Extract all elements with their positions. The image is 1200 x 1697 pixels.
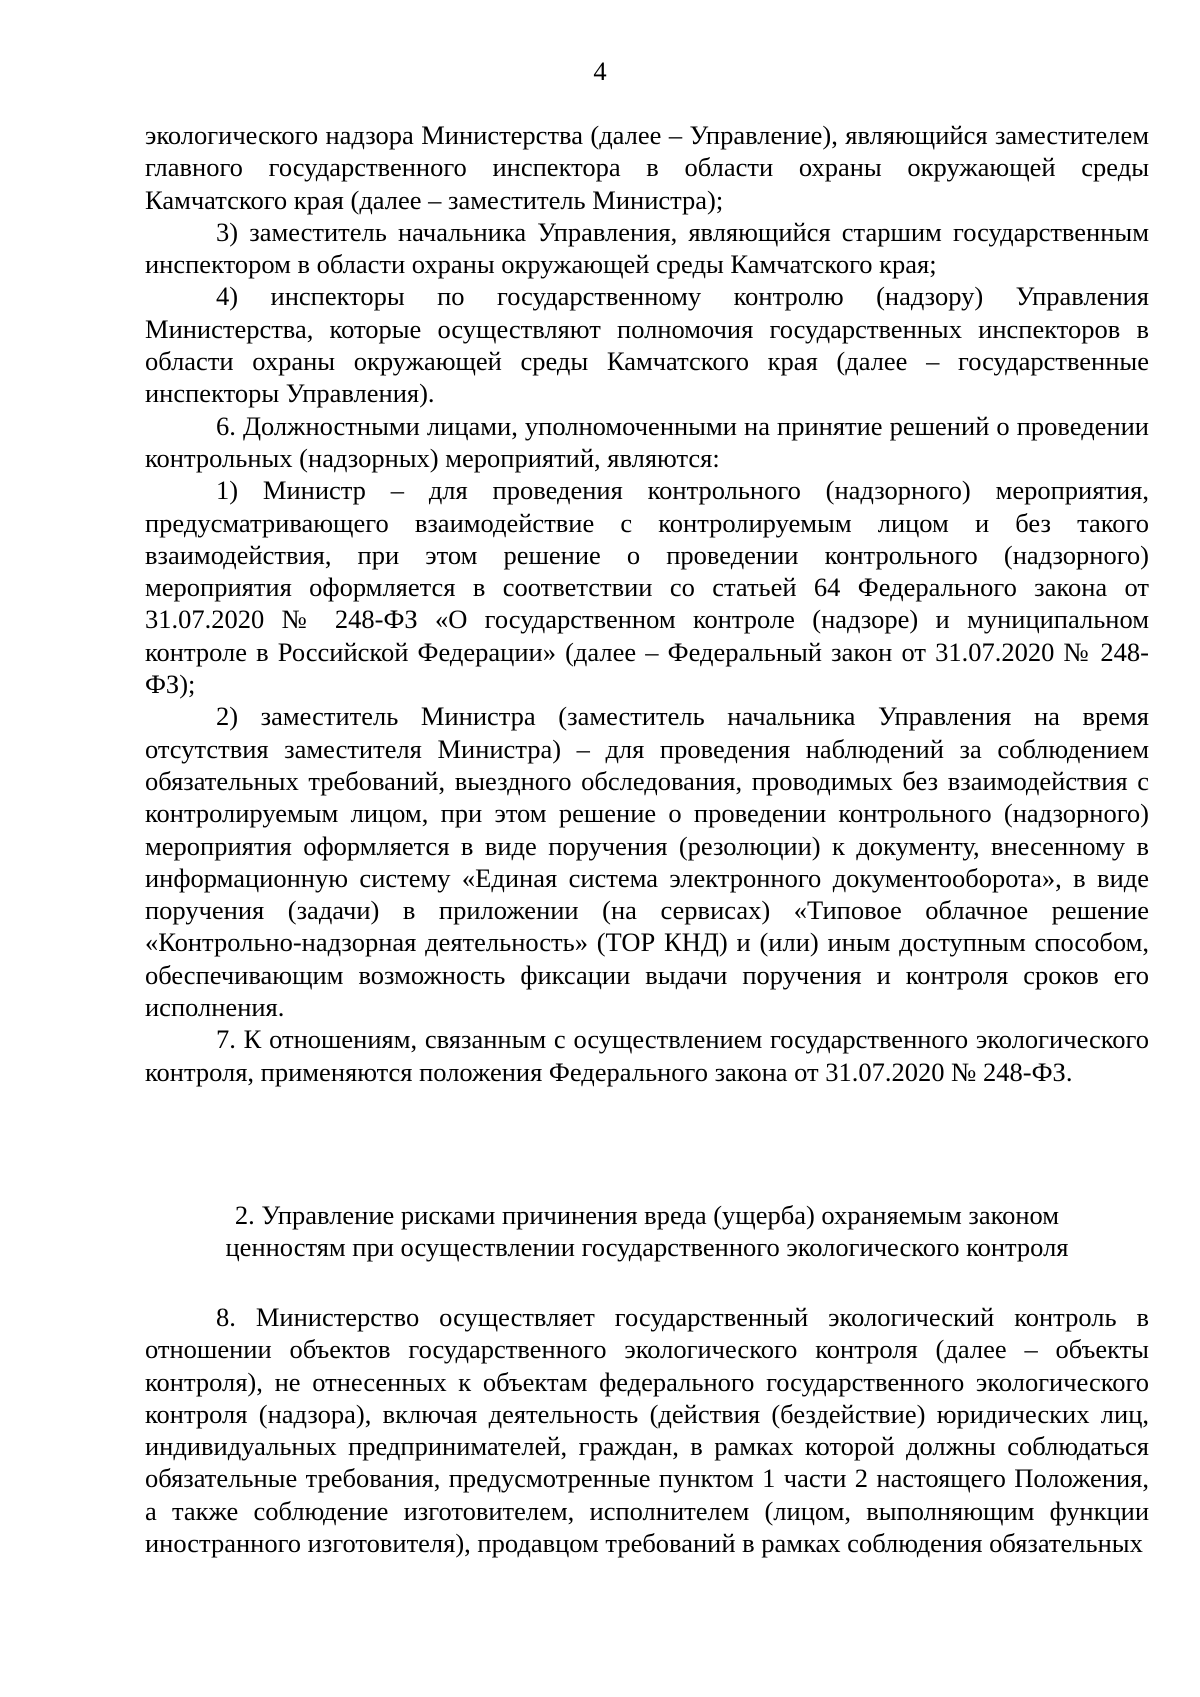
paragraph-item-4: 4) инспекторы по государственному контролю (надзору) Управления Министерства, которые осуществляют полномочия государственных инспекторов в области охраны окружающей среды Камчатского края (далее – государственные инспекторы Управления).	[145, 281, 1149, 409]
page-number: 4	[593, 56, 607, 86]
paragraph-8: 8. Министерство осуществляет государственный экологический контроль в отношении объектов государственного экологического контроля (далее – объекты контроля), не отнесенных к объектам федерального государственного экологического контроля (надзора), включая деятельность (действия (бездействие) юридических лиц, индивидуальных предпринимателей, граждан, в рамках которой должны соблюдаться обязательные требования, предусмотренные пунктом 1 части 2 настоящего Положения, а также соблюдение изготовителем, исполнителем (лицом, выполняющим функции иностранного изготовителя), продавцом требований в рамках соблюдения обязательных	[145, 1302, 1149, 1559]
section-heading-line-2: ценностям при осуществлении государственного экологического контроля	[225, 1232, 1069, 1263]
section-heading-line-1: 2. Управление рисками причинения вреда (ущерба) охраняемым законом	[234, 1200, 1060, 1230]
section-heading	[145, 1199, 1149, 1264]
paragraph-6: 6. Должностными лицами, уполномоченными на принятие решений о проведении контрольных (надзорных) мероприятий, являются:	[145, 410, 1149, 473]
paragraph-item-3: 3) заместитель начальника Управления, являющийся старшим государственным инспектором в области охраны окружающей среды Камчатского края;	[145, 216, 1149, 280]
document-body-section-2	[145, 1301, 1149, 1559]
paragraph-continuation: экологического надзора Министерства (далее – Управление), являющийся заместителем главного государственного инспектора в области охраны окружающей среды Камчатского края (далее – заместитель Министра);	[145, 120, 1149, 215]
paragraph-6-item-1: 1) Министр – для проведения контрольного (надзорного) мероприятия, предусматривающего взаимодействие с контролируемым лицом и без такого взаимодействия, при этом решение о проведении контрольного (надзорного) мероприятия оформляется в соответствии со статьей 64 Федерального закона от 31.07.2020 № 248-ФЗ «О государственном контроле (надзоре) и муниципальном контроле в Российской Федерации» (далее – Федеральный закон от 31.07.2020 № 248-ФЗ);	[145, 475, 1149, 700]
paragraph-7: 7. К отношениям, связанным с осуществлением государственного экологического контроля, применяются положения Федерального закона от 31.07.2020 № 248-ФЗ.	[145, 1024, 1149, 1087]
document-body	[145, 119, 1149, 1088]
paragraph-6-item-2: 2) заместитель Министра (заместитель начальника Управления на время отсутствия заместителя Министра) – для проведения наблюдений за соблюдением обязательных требований, выездного обследования, проводимых без взаимодействия с контролируемым лицом, при этом решение о проведении контрольного (надзорного) мероприятия оформляется в виде поручения (резолюции) к документу, внесенному в информационную систему «Единая система электронного документооборота», в виде поручения (задачи) в приложении (на сервисах) «Типовое облачное решение «Контрольно-надзорная деятельность» (ТОР КНД) и (или) иным доступным способом, обеспечивающим возможность фиксации выдачи поручения и контроля сроков его исполнения.	[145, 701, 1149, 1023]
